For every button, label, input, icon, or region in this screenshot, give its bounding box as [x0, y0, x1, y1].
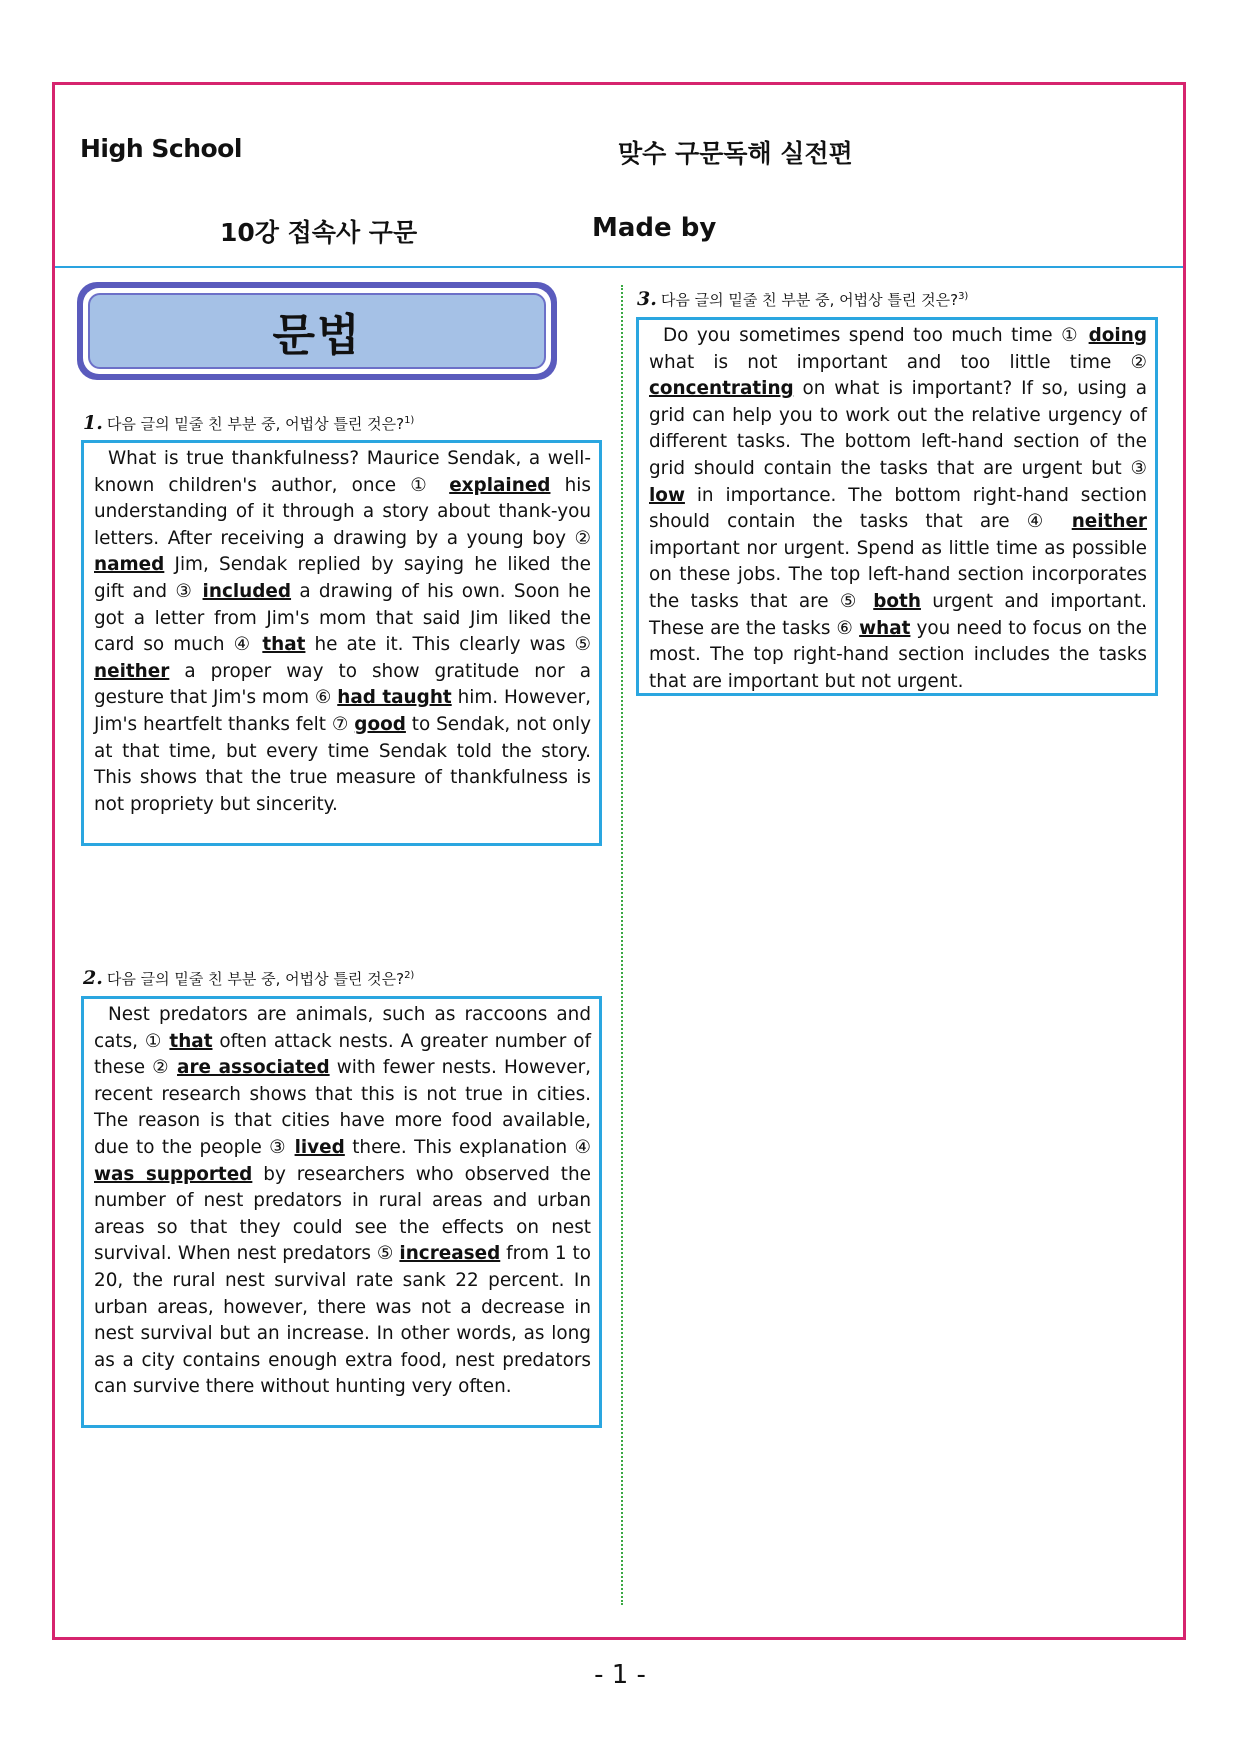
passage-segment: you need to focus on the most. The top right-hand section includes the tasks that are important but not urgent.	[649, 617, 1147, 692]
passage-segment: often attack nests. A greater number of these ②	[94, 1030, 591, 1079]
passage-segment: Jim, Sendak replied by saying he liked the gift and ③	[94, 554, 591, 602]
question-2-prompt	[83, 967, 414, 989]
passage-segment: his understanding of it through a story about thank-you letters. After receiving a drawing by a young boy ②	[94, 474, 591, 549]
passage-segment: urgent and important. These are the tasks ⑥	[649, 590, 1148, 639]
passage-segment: him. However, Jim's heartfelt thanks felt ⑦	[94, 687, 592, 735]
passage-segment: Nest predators are animals, such as raccoons and cats, ①	[94, 1004, 591, 1052]
underlined-choice: neither	[1071, 511, 1147, 533]
question-3-prompt	[637, 288, 968, 310]
passage-segment: from 1 to 20, the rural nest survival rate sank 22 percent. In urban areas, however, there was not a decrease in nest survival but an increase. In other words, as long as a city contains enough extra food, nest predators can survive there without hunting very often.	[94, 1243, 592, 1398]
underlined-choice: are associated	[177, 1057, 330, 1079]
question-text: 다음 글의 밑줄 친 부분 중, 어법상 틀린 것은?	[106, 970, 405, 988]
lesson-title: 10강 접속사 구문	[220, 218, 418, 247]
question-1-passage	[81, 440, 602, 846]
passage-segment: in importance. The bottom right-hand section should contain the tasks that are ④	[649, 484, 1147, 533]
underlined-choice: both	[873, 590, 921, 612]
passage-segment: what is not important and too little time ②	[649, 351, 1147, 373]
underlined-choice: neither	[94, 660, 170, 682]
question-text: 다음 글의 밑줄 친 부분 중, 어법상 틀린 것은?	[660, 291, 959, 309]
underlined-choice: low	[649, 484, 685, 506]
section-title-banner	[77, 282, 557, 380]
header-divider	[55, 266, 1183, 268]
question-1-prompt	[83, 412, 414, 434]
underlined-choice: what	[859, 617, 911, 639]
question-text: 다음 글의 밑줄 친 부분 중, 어법상 틀린 것은?	[106, 415, 405, 433]
passage-segment: important nor urgent. Spend as little time as possible on these jobs. The top left-hand section incorporates the tasks that are ⑤	[649, 537, 1147, 612]
underlined-choice: named	[94, 554, 165, 576]
underlined-choice: increased	[399, 1243, 501, 1265]
passage-segment: a proper way to show gratitude nor a gesture that Jim's mom ⑥	[94, 660, 591, 709]
section-title: 문법	[272, 310, 362, 361]
passage-segment: to Sendak, not only at that time, but every time Sendak told the story. This shows that the true measure of thankfulness is not propriety but sincerity.	[94, 713, 591, 815]
passage-segment: there. This explanation ④	[344, 1136, 591, 1158]
passage-text	[94, 448, 591, 815]
footnote-marker: 2)	[404, 970, 415, 981]
school-label: High School	[80, 134, 242, 163]
question-number: 2.	[83, 967, 103, 989]
underlined-choice: that	[262, 634, 306, 656]
passage-segment: What is true thankfulness? Maurice Sendak, a well-known children's author, once ①	[94, 448, 591, 496]
question-3-passage	[636, 317, 1158, 696]
underlined-choice: included	[202, 580, 292, 602]
underlined-choice: lived	[294, 1136, 345, 1158]
passage-segment: he ate it. This clearly was ⑤	[305, 634, 592, 656]
passage-segment: a drawing of his own. Soon he got a letter from Jim's mom that said Jim liked the card so much ④	[94, 580, 591, 656]
underlined-choice: good	[354, 713, 406, 735]
underlined-choice: that	[169, 1030, 213, 1052]
question-number: 3.	[637, 288, 657, 310]
underlined-choice: explained	[449, 474, 551, 496]
column-divider	[621, 285, 623, 1605]
underlined-choice: was supported	[94, 1163, 253, 1185]
underlined-choice: doing	[1088, 325, 1147, 346]
question-number: 1.	[83, 412, 103, 434]
passage-segment: Do you sometimes spend too much time ①	[663, 325, 1089, 346]
passage-segment: on what is important? If so, using a grid can help you to work out the relative urgency of different tasks. The bottom left-hand section of the grid should contain the tasks that are urgent but ③	[649, 378, 1147, 479]
page-number: - 1 -	[594, 1660, 646, 1690]
underlined-choice: had taught	[337, 687, 452, 709]
footnote-marker: 3)	[958, 291, 969, 302]
footnote-marker: 1)	[404, 415, 415, 426]
book-title: 맞수 구문독해 실전편	[618, 139, 853, 168]
passage-text	[649, 325, 1147, 692]
underlined-choice: concentrating	[649, 378, 794, 400]
made-by-label: Made by	[592, 213, 717, 243]
passage-text	[94, 1004, 591, 1397]
question-2-passage	[81, 996, 602, 1428]
passage-segment: with fewer nests. However, recent research shows that this is not true in cities. The reason is that cities have more food available, due to the people ③	[94, 1057, 591, 1158]
passage-segment: by researchers who observed the number of nest predators in rural areas and urban areas so that they could see the effects on nest survival. When nest predators ⑤	[94, 1163, 591, 1265]
